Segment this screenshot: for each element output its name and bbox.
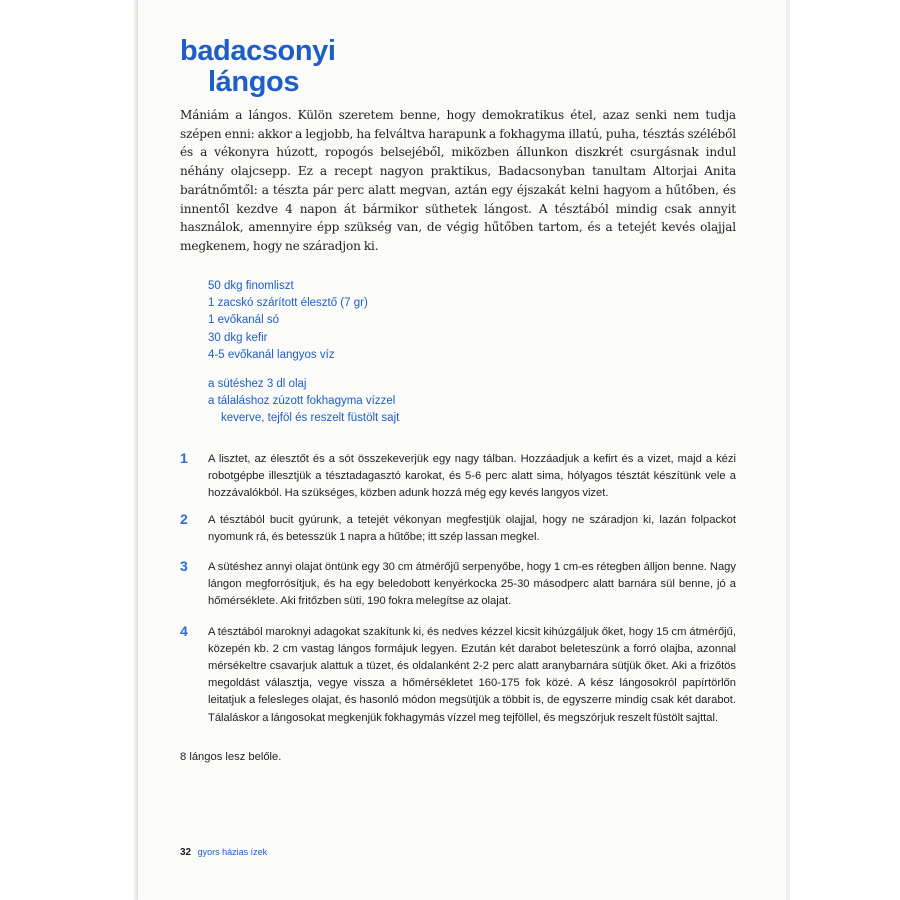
ingredient-item: 4-5 evőkanál langyos víz	[208, 348, 335, 361]
ingredient-item: 50 dkg finomliszt	[208, 280, 294, 292]
step-number: 1	[180, 450, 188, 466]
step-number: 2	[180, 510, 188, 527]
page-number: 32	[180, 847, 192, 858]
extra-item: a tálaláshoz zúzott fokhagyma vízzel	[208, 395, 396, 408]
extra-item: a sütéshez 3 dl olaj	[208, 378, 307, 391]
ingredient-item: 30 dkg kefir	[208, 331, 268, 344]
step-number: 3	[180, 558, 188, 575]
recipe-title	[180, 36, 336, 98]
step-text: A sütéshez annyi olajat öntünk egy 30 cm átmérőjű serpenyőbe, hogy 1 cm-es rétegben álljon benne. Nagy lángon megforrósítjuk, és ha egy beledobott kenyérkocka 25-30 másodperc alatt barnára sül benne, jó a hőmérséklete. Aki fritőzben süti, 190 fokra melegítse az olajat.	[208, 561, 736, 608]
recipe-title-line-1: badacsonyi	[180, 35, 336, 67]
step-number: 4	[180, 622, 188, 639]
page-edge-right	[786, 0, 790, 900]
ingredient-item: 1 zacskó szárított élesztő (7 gr)	[208, 297, 368, 310]
step-1	[180, 451, 736, 503]
page-footer	[180, 847, 267, 858]
method-steps	[180, 451, 736, 727]
ingredient-list	[208, 278, 588, 364]
ingredients-section	[208, 278, 588, 428]
extra-item: keverve, tejföl és reszelt füstölt sajt	[221, 412, 400, 425]
step-3	[180, 559, 736, 611]
intro-paragraph: Mániám a lángos. Külön szeretem benne, hogy demokratikus étel, azaz senki nem tudja szépen enni: akkor a legjobb, ha felváltva harapunk a fokhagyma illatú, puha, tésztás széléből és a vékonyra húzott, ropogós belsejéből, miközben állunkon diszkrét csurgásnak indul néhány olajcsepp. Ez a recept nagyon praktikus, Badacsonyban tanultam Altorjai Anita barátnőmtől: a tészta pár perc alatt megvan, aztán egy éjszakát kelni hagyom a hűtőben, és innentől kezdve 4 napon át bármikor süthetek lángost. A tésztából mindig csak annyit használok, amennyire épp szükség van, de végig hűtőben tartom, és a tetejét kevés olajjal megkenem, hogy ne száradjon ki.	[180, 108, 736, 253]
recipe-title-line-2: lángos	[208, 66, 300, 98]
recipe-yield: 8 lángos lesz belőle.	[180, 751, 282, 763]
book-title: gyors házias ízek	[197, 847, 268, 857]
ingredient-item: 1 evőkanál só	[208, 314, 279, 327]
step-2	[180, 512, 736, 546]
step-4	[180, 624, 736, 727]
step-text: A lisztet, az élesztőt és a sót összekeverjük egy nagy tálban. Hozzáadjuk a kefirt és a vizet, majd a kézi robotgépbe illesztjük a tésztadagasztó karokat, és 5-6 perc alatt sima, hólyagos tésztát készítünk vele a hozzávalókból. Ha szükséges, közben adunk hozzá még egy kevés langyos vizet.	[208, 453, 736, 500]
extras-list	[208, 376, 588, 428]
step-text: A tésztából bucit gyúrunk, a tetejét vékonyan megfestjük olajjal, hogy ne száradjon ki, lazán folpackot nyomunk rá, és betesszük 1 napra a hűtőbe; itt szép lassan megkel.	[208, 513, 736, 543]
step-text: A tésztából maroknyi adagokat szakítunk ki, és nedves kézzel kicsit kihúzgáljuk őket, hogy 15 cm átmérőjű, közepén kb. 2 cm vastag lángos formájuk legyen. Ezután két darabot beleteszünk a forró olajba, azonnal mérsékeltre csavarjuk alattuk a tüzet, és oldalanként 2-2 perc alatt aranybarnára sütjük őket. Aki a frizőtös megoldást választja, vegye vissza a hőmérsékletet 160-175 fok közé. A kész lángosokról papírtörlőn leitatjuk a felesleges olajat, és hasonló módon megsütjük a többit is, de egyszerre mindig csak két darabot. Tálaláskor a lángosokat megkenjük fokhagymás vízzel meg tejföllel, és megszórjuk reszelt füstölt sajttal.	[208, 625, 736, 724]
